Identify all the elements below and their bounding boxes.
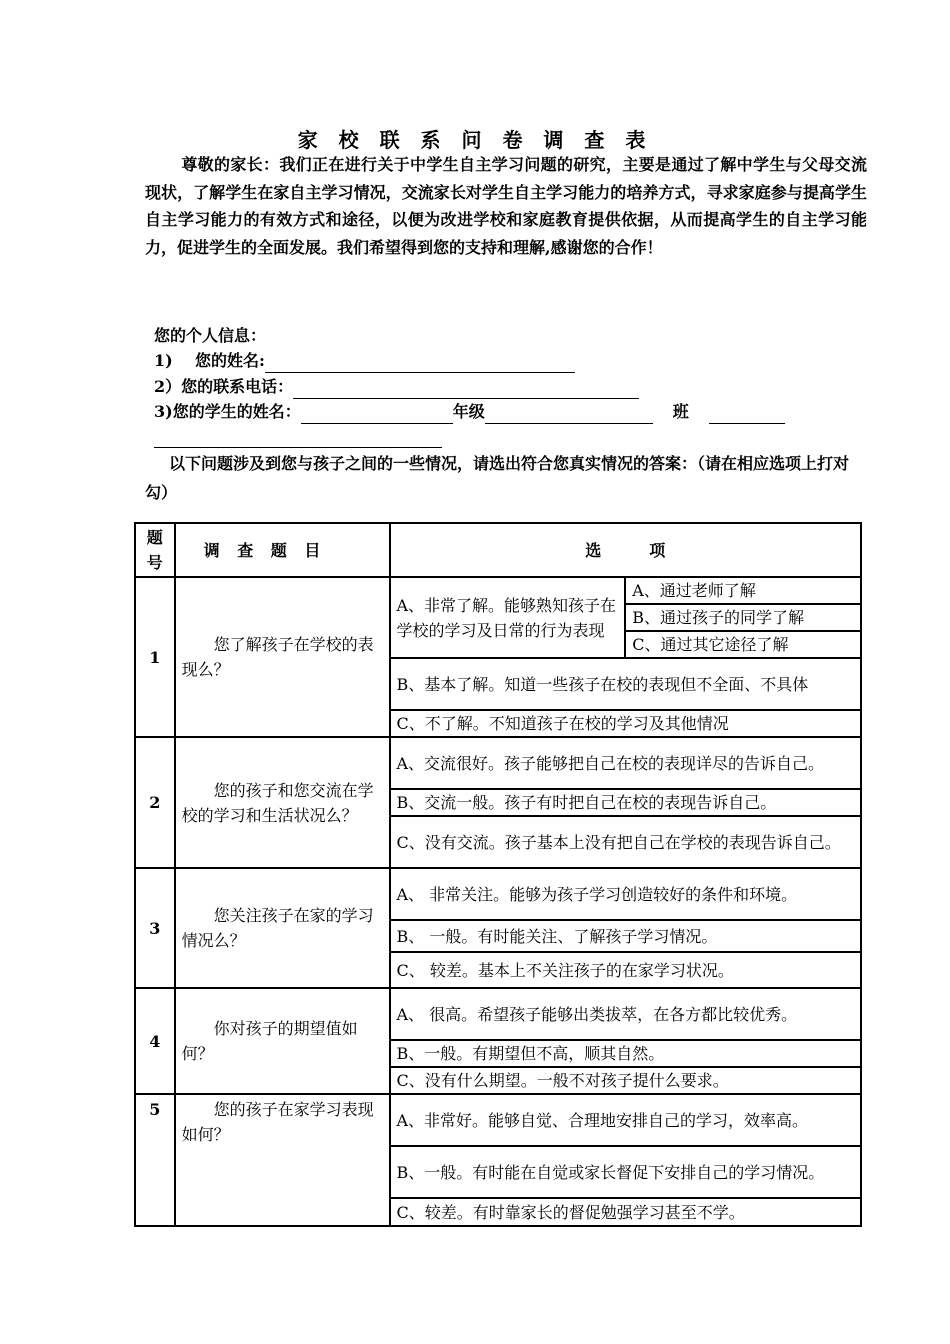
- student-line: [154, 400, 785, 424]
- phone-line: [154, 375, 639, 399]
- personal-info-heading: 您的个人信息：: [154, 326, 267, 345]
- question-text: 您关注孩子在家的学习情况么？: [175, 868, 390, 988]
- instructions-text: 以下问题涉及到您与孩子之间的一些情况，请选出符合您真实情况的答案：（请在相应选项上打对勾）: [145, 454, 850, 502]
- survey-table: [134, 522, 862, 1227]
- option-b[interactable]: B、 一般。有时能关注、了解孩子学习情况。: [390, 920, 862, 952]
- question-number: 5: [135, 1094, 175, 1226]
- question-number: 3: [135, 868, 175, 988]
- question-text: 你对孩子的期望值如何？: [175, 988, 390, 1094]
- question-number: 2: [135, 737, 175, 868]
- class-field[interactable]: [709, 405, 785, 424]
- class-label: 班: [672, 402, 689, 421]
- extra-field[interactable]: [154, 429, 442, 448]
- student-name-field[interactable]: [301, 405, 453, 424]
- option-a[interactable]: A、 很高。希望孩子能够出类拔萃，在各方都比较优秀。: [390, 988, 862, 1040]
- sub-option-c[interactable]: C、通过其它途径了解: [625, 631, 861, 658]
- phone-label: 2）您的联系电话：: [154, 377, 294, 396]
- table-row: [135, 868, 861, 920]
- header-question: 调 查 题 目: [175, 523, 390, 577]
- sub-option-b[interactable]: B、通过孩子的同学了解: [625, 604, 861, 631]
- intro-paragraph: [145, 151, 867, 261]
- extra-line: [154, 424, 442, 448]
- instructions: [145, 449, 867, 507]
- document-title: 家 校 联 系 问 卷 调 查 表: [297, 128, 653, 152]
- option-b[interactable]: B、一般。有期望但不高，顺其自然。: [390, 1040, 862, 1067]
- parent-name-field[interactable]: [265, 354, 575, 373]
- option-a[interactable]: A、非常了解。能够熟知孩子在学校的学习及日常的行为表现: [390, 577, 626, 658]
- header-options: 选 项: [390, 523, 862, 577]
- intro-text: 尊敬的家长：我们正在进行关于中学生自主学习问题的研究，主要是通过了解中学生与父母交流现状，了解学生在家自主学习情况，交流家长对学生自主学习能力的培养方式，寻求家庭参与提高学生自主学习能力的有效方式和途径，以便为改进学校和家庭教育提供依据，从而提高学生的自主学习能力，促进学生的全面发展。我们希望得到您的支持和理解,感谢您的合作！: [145, 155, 867, 257]
- option-c[interactable]: C、没有交流。孩子基本上没有把自己在学校的表现告诉自己。: [390, 816, 862, 868]
- grade-label: 年级: [452, 402, 485, 421]
- parent-name-line: [154, 349, 575, 373]
- table-row: [135, 577, 861, 604]
- header-no: 题号: [135, 523, 175, 577]
- question-number: 1: [135, 577, 175, 737]
- option-c[interactable]: C、不了解。不知道孩子在校的学习及其他情况: [390, 710, 862, 737]
- option-c[interactable]: C、 较差。基本上不关注孩子的在家学习状况。: [390, 952, 862, 988]
- question-text: 您的孩子和您交流在学校的学习和生活状况么？: [175, 737, 390, 868]
- sub-option-a[interactable]: A、通过老师了解: [625, 577, 861, 604]
- option-b[interactable]: B、交流一般。孩子有时把自己在校的表现告诉自己。: [390, 789, 862, 816]
- table-row: [135, 988, 861, 1040]
- phone-field[interactable]: [293, 380, 639, 399]
- parent-name-label: 1) 您的姓名:: [154, 351, 265, 370]
- option-b[interactable]: B、一般。有时能在自觉或家长督促下安排自己的学习情况。: [390, 1146, 862, 1198]
- table-row: [135, 737, 861, 789]
- option-a[interactable]: A、 非常关注。能够为孩子学习创造较好的条件和环境。: [390, 868, 862, 920]
- option-a[interactable]: A、非常好。能够自觉、合理地安排自己的学习，效率高。: [390, 1094, 862, 1146]
- option-c[interactable]: C、较差。有时靠家长的督促勉强学习甚至不学。: [390, 1198, 862, 1226]
- table-header-row: [135, 523, 861, 577]
- grade-field[interactable]: [485, 405, 653, 424]
- student-name-label: 3)您的学生的姓名：: [154, 402, 301, 421]
- question-text: 您的孩子在家学习表现如何？: [175, 1094, 390, 1226]
- question-text: 您了解孩子在学校的表现么？: [175, 577, 390, 737]
- option-b[interactable]: B、基本了解。知道一些孩子在校的表现但不全面、不具体: [390, 658, 862, 710]
- option-c[interactable]: C、没有什么期望。一般不对孩子提什么要求。: [390, 1067, 862, 1094]
- table-row: [135, 1094, 861, 1146]
- question-number: 4: [135, 988, 175, 1094]
- option-a[interactable]: A、交流很好。孩子能够把自己在校的表现详尽的告诉自己。: [390, 737, 862, 789]
